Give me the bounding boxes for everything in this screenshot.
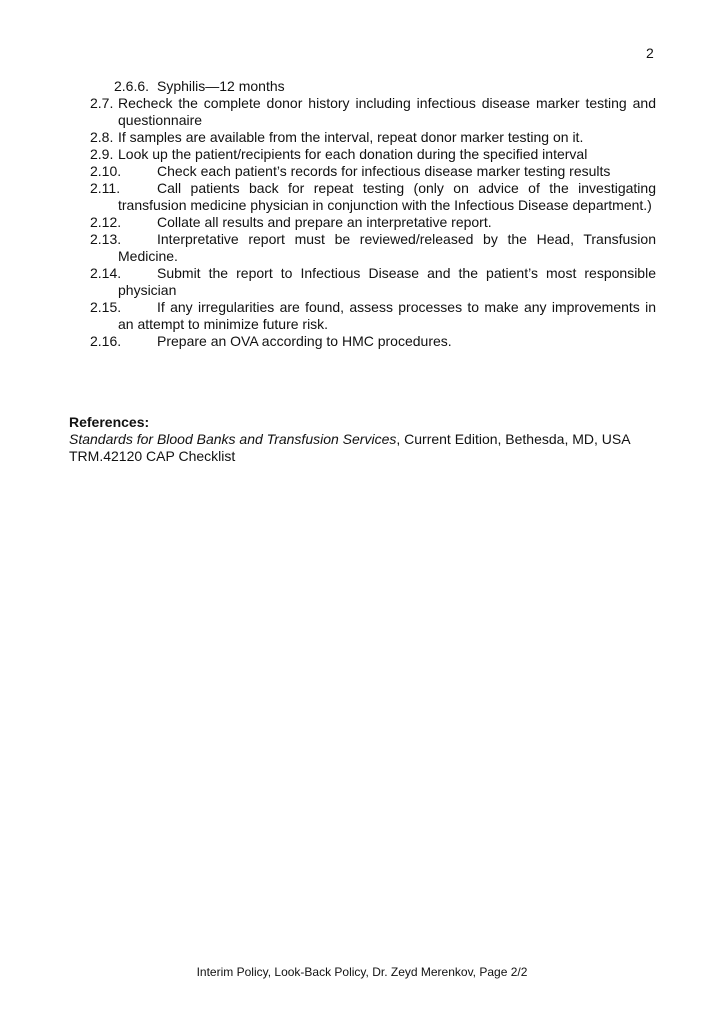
list-item bbox=[90, 299, 656, 333]
list-item bbox=[90, 333, 656, 350]
step-text: Call patients back for repeat testing (only on advice of the investigating transfusion medicine physician in conjunction with the Infectious Disease department.) bbox=[118, 180, 656, 213]
step-text: If samples are available from the interval, repeat donor marker testing on it. bbox=[118, 129, 584, 145]
reference-details: , Current Edition, Bethesda, MD, USA bbox=[396, 431, 631, 447]
step-number: 2.16. bbox=[90, 333, 122, 349]
step-number: 2.9. bbox=[90, 146, 114, 162]
step-number: 2.12. bbox=[90, 214, 122, 230]
step-number: 2.10. bbox=[90, 163, 122, 179]
reference-item: TRM.42120 CAP Checklist bbox=[69, 448, 236, 464]
step-text: Recheck the complete donor history including infectious disease marker testing and questionnaire bbox=[118, 95, 656, 128]
step-text: Look up the patient/recipients for each donation during the specified interval bbox=[118, 146, 588, 162]
list-item bbox=[90, 231, 656, 265]
step-number: 2.14. bbox=[90, 265, 122, 281]
references-section bbox=[69, 414, 657, 465]
list-item bbox=[90, 180, 656, 214]
list-item bbox=[90, 163, 656, 180]
reference-item bbox=[69, 431, 657, 448]
step-text: Prepare an OVA according to HMC procedures. bbox=[157, 333, 452, 349]
step-number: 2.11. bbox=[90, 180, 121, 196]
list-item bbox=[90, 95, 656, 129]
references-heading: References: bbox=[69, 414, 150, 430]
step-number: 2.13. bbox=[90, 231, 122, 247]
step-text: Submit the report to Infectious Disease and the patient’s most responsible physician bbox=[118, 265, 656, 298]
list-item bbox=[90, 146, 656, 163]
step-number: 2.6.6. bbox=[114, 78, 150, 94]
step-number: 2.8. bbox=[90, 129, 114, 145]
step-number: 2.15. bbox=[90, 299, 122, 315]
step-text: Syphilis—12 months bbox=[157, 78, 285, 94]
step-text: Check each patient’s records for infectious disease marker testing results bbox=[157, 163, 611, 179]
list-item bbox=[90, 214, 656, 231]
procedure-steps-list bbox=[90, 78, 656, 350]
list-item bbox=[90, 129, 656, 146]
step-number: 2.7. bbox=[90, 95, 114, 111]
list-item bbox=[90, 78, 656, 95]
page-number: 2 bbox=[646, 45, 654, 61]
list-item bbox=[90, 265, 656, 299]
step-text: Interpretative report must be reviewed/released by the Head, Transfusion Medicine. bbox=[118, 231, 656, 264]
step-text: Collate all results and prepare an interpretative report. bbox=[157, 214, 492, 230]
reference-title: Standards for Blood Banks and Transfusion Services bbox=[69, 431, 397, 447]
page-footer: Interim Policy, Look-Back Policy, Dr. Zeyd Merenkov, Page 2/2 bbox=[196, 965, 528, 979]
step-text: If any irregularities are found, assess processes to make any improvements in an attempt to minimize future risk. bbox=[118, 299, 656, 332]
